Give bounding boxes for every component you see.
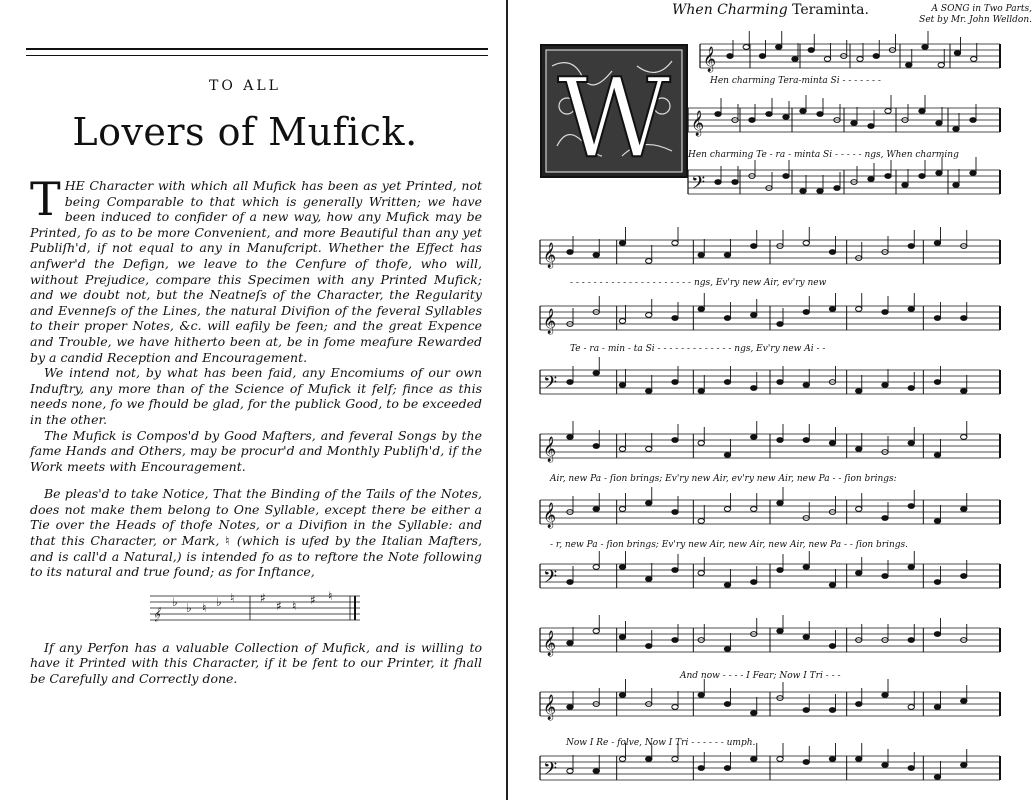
note-head: [777, 568, 783, 573]
note-head: [646, 501, 652, 506]
note-head: [908, 766, 914, 771]
note-head: [759, 54, 765, 59]
note-head: [777, 380, 783, 385]
note-head: [567, 705, 573, 710]
note-head: [961, 763, 967, 768]
left-page: [0, 0, 505, 800]
note-head: [829, 307, 835, 312]
note-head: [777, 501, 783, 506]
note-head: [922, 45, 928, 50]
note-head: [593, 253, 599, 258]
note-head: [938, 63, 944, 68]
note-head: [908, 441, 914, 446]
note-head: [885, 174, 891, 179]
svg-text:♮: ♮: [328, 588, 333, 603]
note-head: [817, 112, 823, 117]
note-head: [908, 386, 914, 391]
note-head: [961, 574, 967, 579]
note-head: [777, 438, 783, 443]
note-head: [646, 577, 652, 582]
note-head: [743, 45, 749, 50]
svg-text:♯: ♯: [310, 592, 316, 607]
note-head: [724, 507, 730, 512]
note-head: [776, 45, 782, 50]
notation-example: [150, 588, 360, 630]
note-head: [934, 241, 940, 246]
note-head: [567, 641, 573, 646]
note-head: [829, 250, 835, 255]
note-head: [698, 441, 704, 446]
note-head: [936, 121, 942, 126]
svg-text:♮: ♮: [230, 590, 235, 605]
note-head: [672, 380, 678, 385]
clef-icon: 𝄢: [691, 173, 706, 198]
note-head: [593, 444, 599, 449]
song-attribution-line-1: A SONG in Two Parts,: [931, 4, 1032, 14]
note-head: [672, 241, 678, 246]
note-head: [882, 516, 888, 521]
note-head: [619, 319, 625, 324]
svg-text:𝄞: 𝄞: [153, 606, 161, 621]
note-head: [908, 705, 914, 710]
note-head: [857, 57, 863, 62]
paragraph-3: The Mufick is Compos'd by Good Mafters, and feveral Songs by the fame Hands and Others, may be procur'd and Monthly Publiſh'd, if the Work meets with Encouragement.: [30, 427, 482, 474]
note-head: [934, 580, 940, 585]
clef-icon: 𝄢: [543, 567, 558, 592]
note-head: [715, 180, 721, 185]
note-head: [672, 568, 678, 573]
clef-icon: 𝄞: [703, 47, 717, 72]
note-head: [593, 507, 599, 512]
note-head: [829, 583, 835, 588]
svg-text:♭: ♭: [216, 594, 222, 609]
song-title-italic: When Charming: [672, 2, 788, 18]
note-head: [856, 507, 862, 512]
note-head: [672, 705, 678, 710]
note-head: [882, 693, 888, 698]
note-head: [908, 244, 914, 249]
clef-icon: 𝄞: [543, 309, 557, 334]
note-head: [803, 635, 809, 640]
lyric-line: Now I Re - folve, Now I Tri - - - - - - umph.: [566, 738, 756, 748]
note-head: [777, 757, 783, 762]
note-head: [919, 109, 925, 114]
drop-cap: T: [30, 172, 61, 226]
note-head: [792, 57, 798, 62]
svg-text:♮: ♮: [202, 600, 207, 615]
note-head: [724, 583, 730, 588]
note-head: [749, 118, 755, 123]
note-head: [646, 447, 652, 452]
page-gutter: [506, 0, 508, 800]
note-head: [934, 632, 940, 637]
clef-icon: 𝄞: [543, 437, 557, 462]
note-head: [803, 241, 809, 246]
note-head: [808, 48, 814, 53]
note-head: [953, 183, 959, 188]
note-head: [908, 504, 914, 509]
note-head: [856, 389, 862, 394]
note-head: [567, 250, 573, 255]
paragraph-4: Be pleas'd to take Notice, That the Binding of the Tails of the Notes, does not make them belong to One Syllable, except there be either a Tie over the Heads of thofe Notes, or a Divifion in the Syllable: and that this Character, or Mark, ♮ (which is ufed by the Italian Mafters, and is call'd a Natural,) is intended fo as to reftore the Note following to its natural and true found; as for Inftance,: [30, 486, 482, 580]
note-head: [800, 189, 806, 194]
note-head: [803, 708, 809, 713]
note-head: [954, 51, 960, 56]
note-head: [803, 438, 809, 443]
note-head: [873, 54, 879, 59]
note-head: [783, 115, 789, 120]
svg-text:♭: ♭: [172, 594, 178, 609]
note-head: [971, 57, 977, 62]
note-head: [882, 383, 888, 388]
svg-text:♯: ♯: [260, 590, 266, 605]
note-head: [908, 638, 914, 643]
note-head: [751, 435, 757, 440]
note-head: [593, 565, 599, 570]
note-head: [829, 441, 835, 446]
note-head: [934, 775, 940, 780]
note-head: [882, 574, 888, 579]
note-head: [829, 708, 835, 713]
top-rule: [26, 48, 488, 50]
note-head: [567, 435, 573, 440]
note-head: [724, 766, 730, 771]
note-head: [856, 307, 862, 312]
note-head: [751, 580, 757, 585]
note-head: [732, 180, 738, 185]
note-head: [885, 109, 891, 114]
note-head: [751, 386, 757, 391]
note-head: [646, 313, 652, 318]
note-head: [751, 711, 757, 716]
note-head: [672, 510, 678, 515]
note-head: [934, 453, 940, 458]
note-head: [567, 580, 573, 585]
note-head: [777, 322, 783, 327]
paragraph-1: [30, 172, 482, 365]
note-head: [953, 127, 959, 132]
note-head: [961, 389, 967, 394]
note-head: [936, 171, 942, 176]
initial-letter: W: [557, 54, 671, 176]
note-head: [803, 383, 809, 388]
note-head: [777, 629, 783, 634]
note-head: [751, 313, 757, 318]
lyric-line: - r, new Pa - ſion brings; Ev'ry new Air, new Air, new Air, new Pa - - ſion brings.: [550, 540, 909, 550]
note-head: [856, 757, 862, 762]
note-head: [934, 316, 940, 321]
note-head: [698, 571, 704, 576]
note-head: [829, 757, 835, 762]
note-head: [567, 380, 573, 385]
clef-icon: 𝄞: [543, 243, 557, 268]
lyric-line: - - - - - - - - - - - - - - - - - - - - - ngs, Ev'ry new Air, ev'ry new: [570, 278, 827, 288]
note-head: [970, 118, 976, 123]
song-attribution-line-2: Set by Mr. John Welldon.: [919, 15, 1032, 25]
note-head: [698, 766, 704, 771]
note-head: [868, 177, 874, 182]
note-head: [724, 253, 730, 258]
note-head: [698, 693, 704, 698]
note-head: [934, 380, 940, 385]
note-head: [724, 380, 730, 385]
note-head: [934, 705, 940, 710]
clef-icon: 𝄢: [543, 759, 558, 784]
note-head: [961, 435, 967, 440]
note-head: [803, 310, 809, 315]
svg-text:♯: ♯: [276, 598, 282, 613]
note-head: [934, 519, 940, 524]
note-head: [593, 371, 599, 376]
svg-text:♮: ♮: [292, 598, 297, 613]
body-text: [30, 172, 482, 687]
note-head: [766, 112, 772, 117]
note-head: [619, 693, 625, 698]
note-head: [851, 121, 857, 126]
clef-icon: 𝄞: [543, 503, 557, 528]
note-head: [856, 702, 862, 707]
note-head: [824, 57, 830, 62]
note-head: [751, 244, 757, 249]
note-head: [856, 571, 862, 576]
lyric-line: Hen charming Tera-minta Si - - - - - - -: [710, 76, 881, 86]
note-head: [834, 186, 840, 191]
decorated-initial: [540, 44, 688, 178]
note-head: [698, 519, 704, 524]
note-head: [619, 507, 625, 512]
note-head: [882, 763, 888, 768]
note-head: [593, 629, 599, 634]
note-head: [961, 699, 967, 704]
note-head: [619, 383, 625, 388]
page-heading: Lovers of Mufick.: [72, 110, 418, 154]
note-head: [961, 507, 967, 512]
note-head: [672, 438, 678, 443]
paragraph-5: If any Perfon has a valuable Collection of Mufick, and is willing to have it Printed with this Character, if it be fent to our Printer, it fhall be Carefully and Correctly done.: [30, 639, 482, 687]
note-head: [751, 757, 757, 762]
note-head: [803, 760, 809, 765]
note-head: [817, 189, 823, 194]
note-head: [698, 307, 704, 312]
note-head: [783, 174, 789, 179]
lyric-line: And now - - - - I Fear; Now I Tri - - -: [680, 671, 841, 681]
paragraph-2: We intend not, by what has been faid, any Encomiums of our own Induftry, any more than of the Science of Mufick it felf; fince as this needs none, fo we fhould be glad, for the publick Good, to be exceeded in the other.: [30, 365, 482, 427]
note-head: [619, 241, 625, 246]
page-kicker: TO ALL: [209, 78, 281, 94]
note-head: [672, 757, 678, 762]
note-head: [619, 635, 625, 640]
note-head: [567, 769, 573, 774]
lyric-line: Hen charming Te - ra - minta Si - - - - - ngs, When charming: [688, 150, 959, 160]
clef-icon: 𝄢: [543, 373, 558, 398]
note-head: [800, 109, 806, 114]
note-head: [672, 316, 678, 321]
note-head: [882, 310, 888, 315]
paragraph-1-text: HE Character with which all Mufick has been as yet Printed, not being Comparable to that which is generally Written; we have been induced to confider of a new way, how any Mufick may be Printed, fo as to be more Convenient, and more Beautiful than any yet Publiſh'd, if not equal to any in Manufcript. Whether the Effect has anfwer'd the Defign, we leave to the Cenfure of thofe, who will, without Prejudice, compare this Specimen with any Printed Mufick; and we doubt not, but the Neatneſs of the Character, the Regularity and Evenneſs of the Lines, the natural Divifion of the feveral Syllables to their proper Notes, &c. will eafily be feen; and the great Expence and Trouble, we have hitherto been at, be in fome meafure Rewarded by a candid Reception and Encouragement.: [30, 178, 482, 365]
note-head: [856, 447, 862, 452]
note-head: [908, 307, 914, 312]
note-head: [619, 757, 625, 762]
note-head: [724, 453, 730, 458]
note-head: [646, 389, 652, 394]
lyric-line: Air, new Pa - ſion brings; Ev'ry new Air, ev'ry new Air, new Pa - - ſion brings:: [550, 474, 897, 484]
note-head: [593, 769, 599, 774]
note-head: [724, 702, 730, 707]
ornament-icon: [542, 46, 686, 176]
note-head: [646, 259, 652, 264]
top-rule-thin: [26, 55, 488, 56]
note-head: [698, 253, 704, 258]
note-head: [672, 638, 678, 643]
song-title-name: Teraminta.: [792, 2, 869, 18]
note-head: [961, 316, 967, 321]
note-head: [829, 644, 835, 649]
note-head: [970, 171, 976, 176]
right-page: [510, 0, 1036, 800]
note-head: [619, 447, 625, 452]
clef-icon: 𝄞: [543, 631, 557, 656]
note-head: [724, 647, 730, 652]
note-head: [724, 316, 730, 321]
note-head: [868, 124, 874, 129]
note-head: [902, 183, 908, 188]
note-head: [698, 389, 704, 394]
note-head: [751, 507, 757, 512]
note-head: [715, 112, 721, 117]
note-head: [908, 565, 914, 570]
clef-icon: 𝄞: [691, 111, 705, 136]
note-head: [919, 174, 925, 179]
note-head: [803, 565, 809, 570]
clef-icon: 𝄞: [543, 695, 557, 720]
note-head: [727, 54, 733, 59]
note-head: [619, 565, 625, 570]
svg-text:♭: ♭: [186, 600, 192, 615]
note-head: [906, 63, 912, 68]
note-head: [646, 644, 652, 649]
lyric-line: Te - ra - min - ta Si - - - - - - - - - - - - - ngs, Ev'ry new Ai - -: [570, 344, 826, 354]
note-head: [646, 757, 652, 762]
